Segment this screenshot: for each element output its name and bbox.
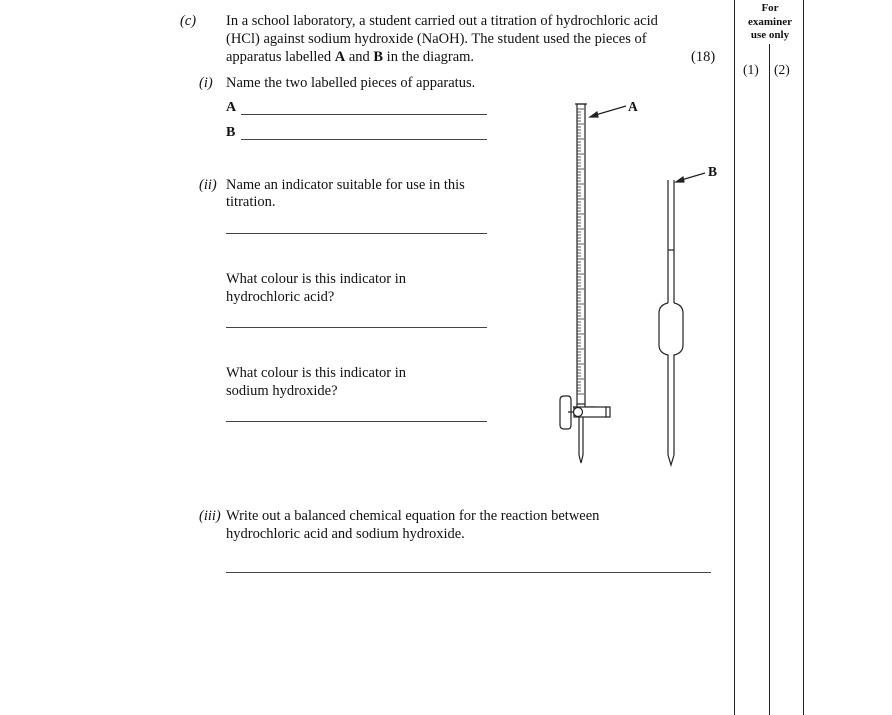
sub-iii-prompt-2: hydrochloric acid and sodium hydroxide. xyxy=(226,526,465,542)
acid-colour-q-1: What colour is this indicator in xyxy=(226,271,407,287)
answer-a-line[interactable] xyxy=(241,114,487,115)
equation-answer-line[interactable] xyxy=(226,572,711,573)
sub-i-label: (i) xyxy=(199,75,213,91)
margin-left-rule xyxy=(734,0,735,715)
intro-line-3-text: apparatus labelled A and B in the diagram. xyxy=(226,49,475,65)
total-marks: (18) xyxy=(691,49,716,65)
label-b-arrow xyxy=(676,173,705,182)
examiner-heading-3: use only xyxy=(750,29,790,41)
intro-line-3 xyxy=(226,48,474,66)
intro-line-2: (HCl) against sodium hydroxide (NaOH). The student used the pieces of xyxy=(226,31,647,47)
label-a-arrow xyxy=(590,106,626,117)
base-colour-answer-line[interactable] xyxy=(226,421,487,422)
answer-a-label: A xyxy=(226,100,237,115)
part-label: (c) xyxy=(180,13,197,29)
base-colour-q-2: sodium hydroxide? xyxy=(226,383,338,399)
margin-right-rule xyxy=(803,0,804,715)
margin-mid-rule xyxy=(769,44,770,715)
sub-ii-label: (ii) xyxy=(199,177,217,193)
diagram-label-b: B xyxy=(708,164,718,179)
sub-ii-prompt-2: titration. xyxy=(226,194,276,210)
intro-line-1: In a school laboratory, a student carried out a titration of hydrochloric acid xyxy=(226,13,658,29)
sub-ii-prompt-1: Name an indicator suitable for use in this xyxy=(226,177,465,193)
answer-b-label: B xyxy=(226,125,236,140)
examiner-heading xyxy=(738,2,802,43)
sub-i-prompt: Name the two labelled pieces of apparatus. xyxy=(226,75,476,91)
pipette-drawing xyxy=(659,180,683,465)
examiner-heading-1: For xyxy=(761,2,779,14)
sub-iii-prompt-1: Write out a balanced chemical equation for the reaction between xyxy=(226,508,600,524)
acid-colour-q-2: hydrochloric acid? xyxy=(226,289,335,305)
examiner-heading-2: examiner xyxy=(748,15,792,28)
burette-drawing xyxy=(560,104,610,463)
acid-colour-answer-line[interactable] xyxy=(226,327,487,328)
base-colour-q-1: What colour is this indicator in xyxy=(226,365,407,381)
indicator-answer-line[interactable] xyxy=(226,233,487,234)
answer-b-line[interactable] xyxy=(241,139,487,140)
examiner-marks-col1: (1) xyxy=(743,62,759,77)
diagram-label-a: A xyxy=(628,99,638,114)
sub-iii-label: (iii) xyxy=(199,508,221,524)
apparatus-diagram xyxy=(540,95,730,475)
examiner-marks-col2: (2) xyxy=(774,62,790,77)
